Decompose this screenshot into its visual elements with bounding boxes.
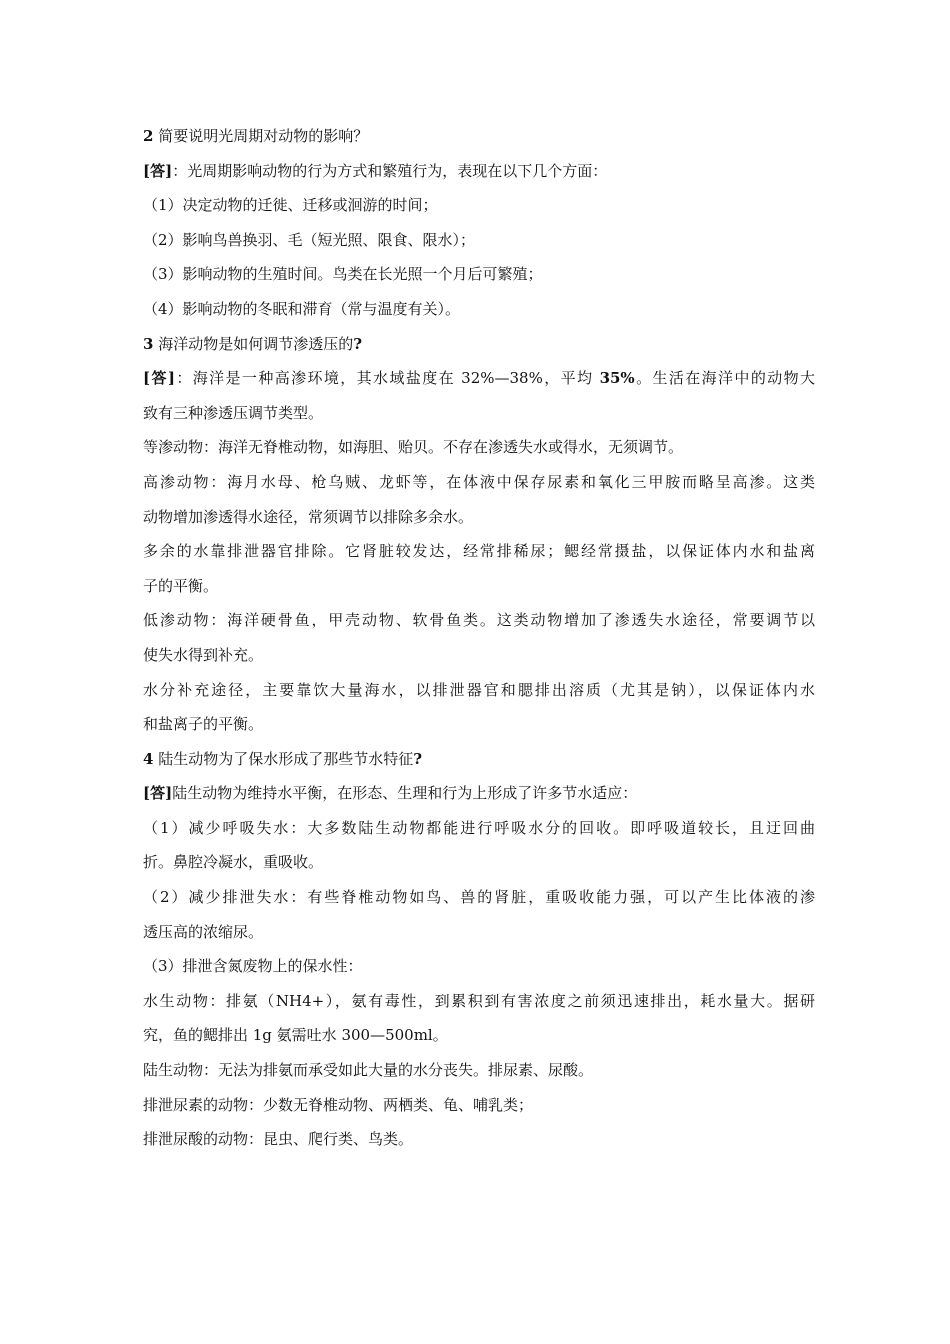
question-title: 简要说明光周期对动物的影响？ xyxy=(158,127,369,145)
paragraph-line: 子的平衡。 xyxy=(143,576,219,595)
paragraph-line: 折。鼻腔冷凝水，重吸收。 xyxy=(143,853,324,872)
paragraph-line: 动物增加渗透得水途径，常须调节以排除多余水。 xyxy=(143,507,474,526)
answer-tag: [答] xyxy=(143,784,173,803)
paragraph-line: 陆生动物：无法为排氨而承受如此大量的水分丧失。排尿素、尿酸。 xyxy=(143,1061,594,1080)
question-3-heading xyxy=(143,327,815,362)
paragraph-line: 究，鱼的鳃排出 1g 氨需吐水 300—500ml。 xyxy=(143,1026,448,1045)
paragraph-line: 低渗动物：海洋硬骨鱼，甲壳动物、软骨鱼类。这类动物增加了渗透失水途径，常要调节以 xyxy=(143,611,815,630)
paragraph-line: （2）减少排泄失水：有些脊椎动物如鸟、兽的肾脏，重吸收能力强，可以产生比体液的渗 xyxy=(143,888,815,907)
question-4-answer-intro xyxy=(143,776,815,811)
answer-tag: [答] xyxy=(143,161,173,180)
question-mark: ? xyxy=(413,749,423,768)
answer-text: ：海洋是一种高渗环境，其水域盐度在 32%—38%，平均 xyxy=(174,369,600,388)
document-body xyxy=(143,119,815,1157)
question-title: 海洋动物是如何调节渗透压的 xyxy=(158,334,354,353)
paragraph-line: （3）排泄含氮废物上的保水性： xyxy=(143,957,363,976)
question-2-answer-intro xyxy=(143,154,815,189)
question-3-answer-line-1 xyxy=(143,361,815,396)
paragraph-line: 排泄尿酸的动物：昆虫、爬行类、鸟类。 xyxy=(143,1130,414,1149)
paragraph-line: 致有三种渗透压调节类型。 xyxy=(143,403,324,422)
list-item: （4）影响动物的冬眠和滞育（常与温度有关）。 xyxy=(143,299,461,318)
average-salinity: 35% xyxy=(599,369,635,388)
paragraph-line: 等渗动物：海洋无脊椎动物，如海胆、贻贝。不存在渗透失水或得水，无须调节。 xyxy=(143,438,684,457)
list-item: （3）影响动物的生殖时间。鸟类在长光照一个月后可繁殖； xyxy=(143,265,543,284)
list-item: （1）决定动物的迁徙、迁移或洄游的时间； xyxy=(143,196,438,215)
question-2-heading xyxy=(143,119,815,154)
question-number: 3 xyxy=(143,334,154,353)
paragraph-line: 水分补充途径，主要靠饮大量海水，以排泄器官和腮排出溶质（尤其是钠），以保证体内水 xyxy=(143,680,815,699)
question-number: 2 xyxy=(143,127,154,145)
question-mark: ? xyxy=(353,334,363,353)
paragraph-line: 使失水得到补充。 xyxy=(143,645,264,664)
paragraph-line: 多余的水靠排泄器官排除。它肾脏较发达，经常排稀尿；鳃经常摄盐，以保证体内水和盐离 xyxy=(143,542,815,561)
answer-text: 陆生动物为维持水平衡，在形态、生理和行为上形成了许多节水适应： xyxy=(172,784,638,803)
paragraph-line: 水生动物：排氨（NH4+），氨有毒性，到累积到有害浓度之前须迅速排出，耗水量大。据研 xyxy=(143,991,815,1010)
paragraph-line: 排泄尿素的动物：少数无脊椎动物、两栖类、龟、哺乳类； xyxy=(143,1095,534,1114)
answer-tag: [答] xyxy=(143,369,175,388)
list-item: （2）影响鸟兽换羽、毛（短光照、限食、限水）； xyxy=(143,230,476,249)
answer-text: 。生活在海洋中的动物大 xyxy=(634,369,815,388)
paragraph-line: （1）减少呼吸失水：大多数陆生动物都能进行呼吸水分的回收。即呼吸道较长，且迂回曲 xyxy=(143,818,815,837)
answer-text: ：光周期影响动物的行为方式和繁殖行为，表现在以下几个方面： xyxy=(172,161,608,180)
paragraph-line: 透压高的浓缩尿。 xyxy=(143,922,264,941)
question-number: 4 xyxy=(143,749,154,768)
paragraph-line: 和盐离子的平衡。 xyxy=(143,715,264,734)
question-title: 陆生动物为了保水形成了那些节水特征 xyxy=(158,749,414,768)
paragraph-line: 高渗动物：海月水母、枪乌贼、龙虾等，在体液中保存尿素和氧化三甲胺而略呈高渗。这类 xyxy=(143,472,815,491)
question-4-heading xyxy=(143,742,815,777)
